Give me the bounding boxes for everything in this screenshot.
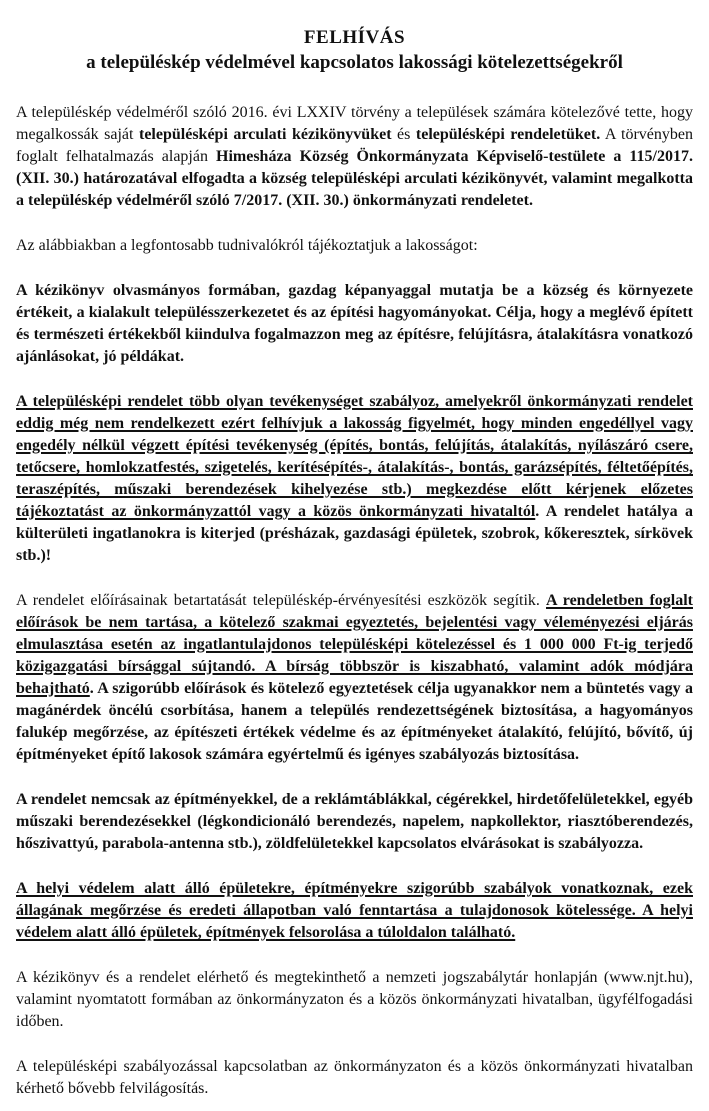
paragraph-info-lead (16, 235, 693, 257)
text-run: A településkép védelméről szóló 2016. évi LXXIV törvény a települések számára kötelezővé tette, hogy megalkossák saját (16, 104, 693, 143)
paragraph-advertising-devices (16, 789, 693, 855)
paragraph-enforcement-fine (16, 590, 693, 766)
paragraph-regulated-activities (16, 391, 693, 567)
text-run: A törvényben foglalt felhatalmazás alapján (16, 126, 694, 165)
paragraph-handbook (16, 280, 693, 368)
text-run: A kézikönyv és a rendelet elérhető és megtekinthető a nemzeti jogszabálytár honlapján (www.njt.hu), valamint nyomtatott formában az önkormányzaton és a közös önkormányzati hivatalban, ügyfélfogadási időben. (16, 969, 693, 1030)
text-run-bold: A rendelet nemcsak az építményekkel, de a reklámtáblákkal, cégérekkel, hirdetőfelületekkel, egyéb műszaki berendezésekkel (légkondicionáló berendezés, napelem, napkollektor, riasztóberendezés, hőszivattyú, parabola-antenna stb.), zöldfelületekkel kapcsolatos elvárásokat is szabályozza. (16, 791, 693, 852)
document-title: FELHÍVÁS (303, 27, 406, 48)
text-run-bold: településképi rendeletüket. (415, 126, 601, 143)
text-run-bold: A kézikönyv olvasmányos formában, gazdag képanyaggal mutatja be a község és környezete értékeit, a kialakult településszerkezetet és az építési hagyományokat. Célja, hogy a meglévő épített és természeti értékekből kiindulva fogalmazzon meg az építésre, felújításra, átalakításra vonatkozó ajánlásokat, jó példákat. (16, 282, 693, 365)
text-run-bold: településképi arculati kézikönyvüket (139, 126, 392, 143)
text-run-bold: . A szigorúbb előírások és kötelező egyeztetések célja ugyanakkor nem a büntetés vagy a magánérdek öncélú csorbítása, hanem a település rendezettségének biztosítása, a hagyományos falukép megőrzése, az építészeti értékek védelme és az építményeket átalakító, felújító, bővítő, új építményeket építő lakosok számára egyértelmű és igényes szabályozás biztosítása. (16, 680, 693, 763)
text-run: A rendelet előírásainak betartatását településkép-érvényesítési eszközök segítik. (16, 592, 546, 609)
text-run-bold-underline: A rendeletben foglalt előírások be nem tartása, a kötelező szakmai egyeztetés, bejelentési vagy véleményezési eljárás elmulasztása esetén az ingatlantulajdonos településképi kötelezéssel és 1 000 000 Ft-ig terjedő közigazgatási bírsággal sújtandó. A bírság többször is kiszabható, valamint adók módjára behajtható (16, 592, 693, 697)
paragraph-local-protection (16, 878, 693, 944)
text-run-bold-underline: A helyi védelem alatt álló épületekre, építményekre szigorúbb szabályok vonatkoznak, ezek állagának megőrzése és eredeti állapotban való fenntartása a tulajdonosok kötelessége. A helyi védelem alatt álló épületek, építmények felsorolása a túloldalon található. (16, 880, 693, 941)
text-run: Az alábbiakban a legfontosabb tudnivalókról tájékoztatjuk a lakosságot: (16, 237, 478, 254)
paragraph-law-intro (16, 102, 693, 212)
document-subtitle: a településkép védelmével kapcsolatos lakossági kötelezettségekről (86, 52, 623, 73)
paragraph-further-information (16, 1056, 693, 1100)
text-run: és (391, 126, 416, 143)
text-run-bold: Himesháza Község Önkormányzata Képviselő-testülete a 115/2017. (XII. 30.) határozatával elfogadta a község településképi arculati kézikönyvét, valamint megalkotta a településkép védelméről szóló 7/2017. (XII. 30.) önkormányzati rendeletet. (16, 148, 693, 209)
text-run: A településképi szabályozással kapcsolatban az önkormányzaton és a közös önkormányzati hivatalban kérhető bővebb felvilágosítás. (16, 1058, 693, 1097)
text-run-bold-underline: A településképi rendelet több olyan tevékenységet szabályoz, amelyekről önkormányzati rendelet eddig még nem rendelkezett ezért felhívjuk a lakosság figyelmét, hogy minden engedéllyel vagy engedély nélkül végzett építési tevékenység (építés, bontás, felújítás, átalakítás, nyílászáró csere, tetőcsere, homlokzatfestés, szigetelés, kerítésépítés-, átalakítás-, bontás, garázsépítés, féltetőépítés, teraszépítés, műszaki berendezések kihelyezése stb.) megkezdése előtt kérjenek előzetes tájékoztatást az önkormányzattól vagy a közös önkormányzati hivataltól (16, 393, 693, 520)
paragraph-availability (16, 967, 693, 1033)
text-run-bold: . A rendelet hatálya a külterületi ingatlanokra is kiterjed (présházak, gazdasági épületek, szobrok, kőkeresztek, sírkövek stb.)! (16, 503, 694, 564)
